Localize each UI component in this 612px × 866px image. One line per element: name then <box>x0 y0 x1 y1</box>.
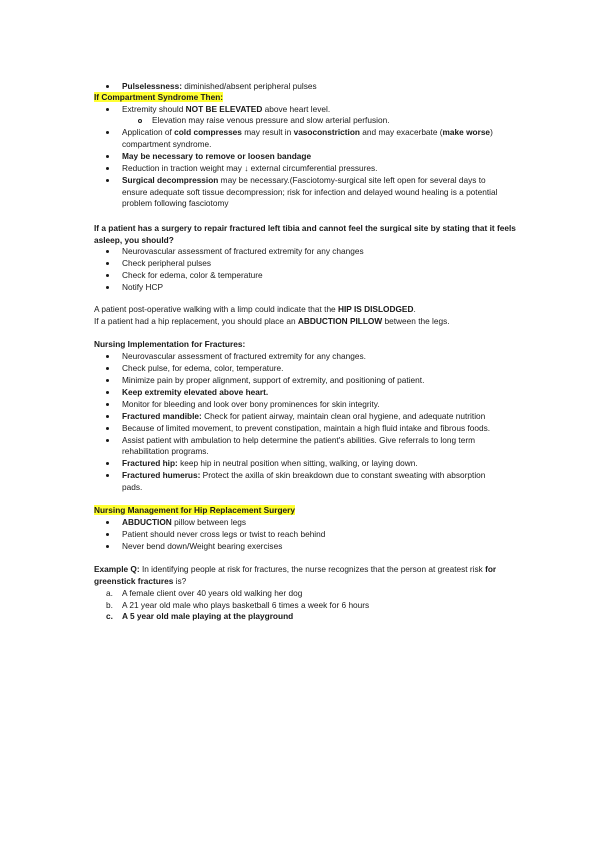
bullet-icon <box>106 533 109 536</box>
example-question-line1: Example Q: In identifying people at risk for fractures, the nurse recognizes that the person at greatest risk for <box>94 564 497 574</box>
nursing-item: Because of limited movement, to prevent constipation, maintain a high fluid intake and fibrous foods. <box>122 423 491 433</box>
example-question-line2: greenstick fractures is? <box>94 576 187 586</box>
compartment-item-bandage: May be necessary to remove or loosen bandage <box>122 151 312 161</box>
compartment-item-traction: Reduction in traction weight may ↓ external circumferential pressures. <box>122 163 378 173</box>
nursing-heading: Nursing Implementation for Fractures: <box>94 339 246 349</box>
tibia-question-line2: asleep, you should? <box>94 235 174 245</box>
bullet-icon <box>106 85 109 88</box>
bullet-icon <box>106 108 109 111</box>
compartment-subitem: Elevation may raise venous pressure and slow arterial perfusion. <box>152 115 390 125</box>
hip-dislodged-line: A patient post-operative walking with a limp could indicate that the HIP IS DISLODGED. <box>94 304 416 314</box>
compartment-item-decompression-cont2: problem following fasciotomy <box>122 198 229 208</box>
hip-management-item: ABDUCTION pillow between legs <box>122 517 247 527</box>
tibia-item: Check for edema, color & temperature <box>122 270 263 280</box>
nursing-item: Minimize pain by proper alignment, support of extremity, and positioning of patient. <box>122 375 425 385</box>
bullet-icon <box>106 250 109 253</box>
tibia-question-line1: If a patient has a surgery to repair fractured left tibia and cannot feel the surgical site by stating that it feels <box>94 223 516 233</box>
option-letter: c. <box>106 611 113 621</box>
bullet-icon <box>106 131 109 134</box>
option-letter: a. <box>106 588 113 598</box>
nursing-item: Neurovascular assessment of fractured extremity for any changes. <box>122 351 366 361</box>
bullet-icon <box>106 474 109 477</box>
hip-management-item: Never bend down/Weight bearing exercises <box>122 541 283 551</box>
hip-pillow-line: If a patient had a hip replacement, you should place an ABDUCTION PILLOW between the legs. <box>94 316 450 326</box>
bullet-icon <box>106 379 109 382</box>
option-text: A 21 year old male who plays basketball 6 times a week for 6 hours <box>122 600 370 610</box>
compartment-heading: If Compartment Syndrome Then: <box>94 92 224 102</box>
compartment-item-cold-cont: compartment syndrome. <box>122 139 212 149</box>
tibia-item: Neurovascular assessment of fractured extremity for any changes <box>122 246 364 256</box>
nursing-item: Assist patient with ambulation to help determine the patient's abilities. Give referrals to long term <box>122 435 475 445</box>
tibia-item: Check peripheral pulses <box>122 258 212 268</box>
nursing-item: Keep extremity elevated above heart. <box>122 387 269 397</box>
nursing-item-cont: pads. <box>122 482 143 492</box>
bullet-icon <box>106 367 109 370</box>
bullet-icon <box>106 403 109 406</box>
compartment-item-elevation: Extremity should NOT BE ELEVATED above heart level. <box>122 104 331 114</box>
nursing-item: Fractured hip: keep hip in neutral position when sitting, walking, or laying down. <box>122 458 418 468</box>
hip-management-item: Patient should never cross legs or twist to reach behind <box>122 529 326 539</box>
nursing-item: Fractured humerus: Protect the axilla of skin breakdown due to constant sweating with absorption <box>122 470 486 480</box>
bullet-icon <box>106 262 109 265</box>
tibia-item: Notify HCP <box>122 282 164 292</box>
circle-bullet-icon <box>138 119 142 123</box>
nursing-item: Monitor for bleeding and look over bony prominences for skin integrity. <box>122 399 380 409</box>
hip-management-heading: Nursing Management for Hip Replacement Surgery <box>94 505 296 515</box>
nursing-item: Check pulse, for edema, color, temperature. <box>122 363 284 373</box>
nursing-item-cont: rehabilitation programs. <box>122 446 209 456</box>
bullet-icon <box>106 286 109 289</box>
bullet-icon <box>106 355 109 358</box>
bullet-icon <box>106 462 109 465</box>
option-text: A female client over 40 years old walking her dog <box>122 588 303 598</box>
nursing-item: Fractured mandible: Check for patient airway, maintain clean oral hygiene, and adequate nutrition <box>122 411 486 421</box>
bullet-icon <box>106 545 109 548</box>
bullet-icon <box>106 521 109 524</box>
bullet-icon <box>106 167 109 170</box>
option-text-answer: A 5 year old male playing at the playground <box>122 611 294 621</box>
bullet-icon <box>106 155 109 158</box>
compartment-item-decompression-cont1: ensure adequate soft tissue decompression; risk for infection and delayed wound healing is a potential <box>122 187 498 197</box>
bullet-icon <box>106 439 109 442</box>
bullet-icon <box>106 179 109 182</box>
compartment-item-cold: Application of cold compresses may result in vasoconstriction and may exacerbate (make worse) <box>122 127 493 137</box>
bullet-icon <box>106 415 109 418</box>
bullet-icon <box>106 274 109 277</box>
compartment-item-decompression: Surgical decompression may be necessary.(Fasciotomy-surgical site left open for several days to <box>122 175 486 185</box>
option-letter: b. <box>106 600 113 610</box>
bullet-icon <box>106 427 109 430</box>
bullet-icon <box>106 391 109 394</box>
pulselessness-line: Pulselessness: diminished/absent peripheral pulses <box>122 81 317 91</box>
